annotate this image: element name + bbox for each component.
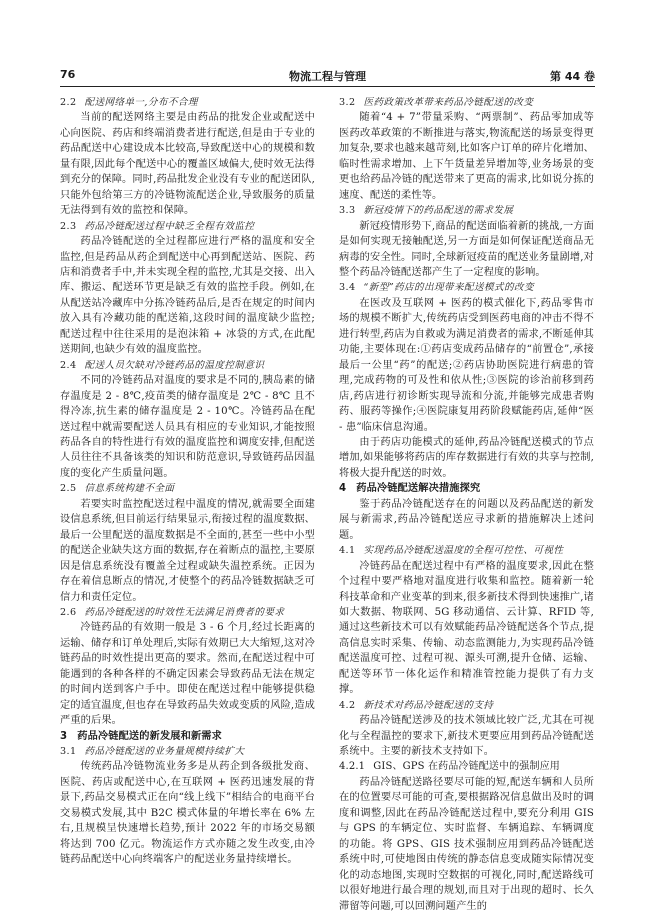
volume-label: 第 44 卷 [550, 70, 595, 83]
section-heading [60, 729, 315, 744]
heading-number: 2.6 [60, 606, 77, 618]
heading-number: 4.2.1 [339, 761, 366, 773]
paragraph: 药品冷链配送路径要尽可能的短,配送车辆和人员所在的位置要尽可能的可查,要根据路况信息做出及时的调度和调整,因此在药品冷链配送过程中,要充分利用 GIS 与 GPS 的车辆定位、实时监督、车辆追踪、车辆调度的功能。将 GPS、GIS 技术强制应用到药品冷链配送系统中时,可使地图由传统的静态信息变成随实际情况变化的动态地图,实现时空数据的可视化,同时,配送路线可以很好地进行最合理的规划,而且对于出现的超时、长久滞留等问题,可以回溯问题产生的 [339, 776, 594, 912]
heading-number: 3.2 [339, 97, 356, 108]
heading-number: 2.2 [60, 97, 77, 108]
heading-number: 2.3 [60, 220, 77, 232]
heading-number: 3.4 [339, 282, 356, 294]
heading-text: 药品冷链配送解决措施探究 [356, 483, 481, 495]
subsection-heading [339, 698, 594, 713]
heading-text: 配送网络单一,分布不合理 [84, 97, 198, 108]
subsection-heading [60, 358, 315, 373]
subsection-heading [60, 605, 315, 620]
heading-number: 2.4 [60, 359, 77, 371]
paragraph: 若要实时监控配送过程中温度的情况,就需要全面建设信息系统,但目前运行结果显示,衔接过程的温度数据、最后一公里配送的温度数据是不全面的,甚至一些中小型的配送企业缺失这方面的数据,存在着断点的温控,主要原因是信息系统没有覆盖全过程或缺失温控系统。正因为存在着信息断点的情况,才使整个的药品冷链数据缺乏可信力和责任定位。 [60, 498, 315, 603]
heading-number: 4.2 [339, 699, 356, 711]
right-column [339, 95, 594, 914]
heading-text: “新型”药店的出现带来配送模式的改变 [363, 282, 534, 294]
journal-title: 物流工程与管理 [289, 70, 366, 83]
heading-text: 新冠疫情下的药品配送的需求发展 [363, 205, 514, 217]
subsection-heading [339, 543, 594, 558]
paragraph: 在医改及互联网 + 医药的模式催化下,药品零售市场的规模不断扩大,传统药店受到医药电商的冲击不得不进行转型,药店为自救或为满足消费者的需求,不断延伸其功能,主要体现在:①药店变成药品储存的“前置仓”,承接最后一公里“药”的配送;②药店协助医院进行病患的管理,完成药物的可及性和依从性;③医院的诊治前移到药店,药店进行初诊断实现导流和分流,并能够完成患者购药、服药等操作;④医院康复用药阶段赋能药店,延伸“医 - 患”临床信息沟通。 [339, 297, 594, 433]
section-heading [339, 481, 594, 496]
heading-text: 药品冷链配送过程中缺乏全程有效监控 [84, 220, 255, 232]
subsubsection-heading [339, 759, 594, 774]
paragraph: 传统药品冷链物流业务多是从药企到各级批发商、医院、药店或配送中心,在互联网 + 医药迅速发展的背景下,药品交易模式正在向“线上线下”相结合的电商平台交易模式发展,其中 B2C 模式体量的年增长率在 6% 左右,且规模呈快速增长趋势,预计 2022 年的市场交易额将达到 700 亿元。物流运作方式亦随之发生改变,由冷链药品配送中心向终端客户的配送业务量持续增长。 [60, 761, 315, 866]
heading-number: 2.5 [60, 483, 77, 495]
heading-number: 4 [339, 483, 347, 495]
page-number: 76 [60, 68, 76, 81]
paragraph: 由于药店功能模式的延伸,药品冷链配送模式的节点增加,如果能够将药店的库存数据进行有效的共享与控制,将极大提升配送的时效。 [339, 436, 594, 479]
left-column [60, 95, 315, 868]
running-header [60, 66, 595, 87]
subsection-heading [339, 203, 594, 218]
paragraph: 冷链药品的有效期一般是 3 - 6 个月,经过长距离的运输、储存和订单处理后,实际有效期已大大缩短,这对冷链药品的时效性提出更高的要求。然而,在配送过程中可能遇到的各种各样的不确定因素会导致药品无法在规定的时间内送到客户手中。即使在配送过程中能够提供稳定的适宜温度,但也存在导致药品失效或变质的风险,造成严重的后果。 [60, 622, 315, 727]
heading-text: GIS、GPS 在药品冷链配送中的强制应用 [373, 761, 560, 773]
heading-text: 药品冷链配送的业务量规模持续扩大 [84, 746, 245, 758]
paragraph: 冷链药品在配送过程中有严格的温度要求,因此在整个过程中要严格地对温度进行收集和监控。随着新一轮科技革命和产业变革的到来,很多新技术得到快速推广,诸如大数据、物联网、5G 移动通信、云计算、RFID 等,通过这些新技术可以有效赋能药品冷链配送各个节点,提高信息实时采集、传输、动态监测能力,为实现药品冷链配送温度可控、过程可视、源头可溯,提升仓储、运输、配送等环节一体化运作和精准管控能力提供了有力支撑。 [339, 560, 594, 696]
heading-number: 4.1 [339, 545, 356, 557]
paragraph: 新冠疫情形势下,商品的配送面临着新的挑战,一方面是如何实现无接触配送,另一方面是如何保证配送商品无病毒的安全性。同时,全球新冠疫苗的配送业务量剧增,对整个药品冷链配送都产生了一定程度的影响。 [339, 220, 594, 278]
heading-text: 医药政策改革带来药品冷链配送的改变 [363, 97, 534, 108]
heading-text: 信息系统构建不全面 [84, 483, 175, 495]
heading-text: 新技术对药品冷链配送的支持 [363, 699, 494, 711]
paragraph: 鉴于药品冷链配送存在的问题以及药品配送的新发展与新需求,药品冷链配送应寻求新的措施解决上述问题。 [339, 498, 594, 541]
heading-text: 药品冷链配送的新发展和新需求 [77, 730, 222, 742]
heading-number: 3.1 [60, 746, 77, 758]
heading-text: 配送人员欠缺对冷链药品的温度控制意识 [84, 359, 265, 371]
subsection-heading [60, 481, 315, 496]
subsection-heading [60, 95, 315, 110]
paragraph: 当前的配送网络主要是由药品的批发企业或配送中心向医院、药店和终端消费者进行配送,但是由于专业的药品配送中心建设成本比较高,导致配送中心的规模和数量有限,因此每个配送中心的覆盖区域偏大,使时效无法得到充分的保障。同时,药品批发企业没有专业的配送团队,只能外包给第三方的冷链物流配送企业,导致服务的质量无法得到有效的监控和保障。 [60, 112, 315, 217]
heading-number: 3.3 [339, 205, 356, 217]
subsection-heading [60, 219, 315, 234]
subsection-heading [339, 280, 594, 295]
subsection-heading [339, 95, 594, 110]
paragraph: 随着“4 + 7”带量采购、“两票制”、药品零加成等医药改革政策的不断推进与落实,物流配送的场景变得更加复杂,要求也越来越苛刻,比如客户订单的碎片化增加、临时性需求增加、上下午货量差异增加等,业务场景的变更也给药品冷链的配送带来了更高的需求,比如说分拣的速度、配送的柔性等。 [339, 112, 594, 201]
paragraph: 不同的冷链药品对温度的要求是不同的,胰岛素的储存温度是 2 - 8℃,疫苗类的储存温度是 2℃ - 8℃ 且不得冷冻,抗生素的储存温度是 2 - 10℃。冷链药品在配送过程中就需要配送人员具有相应的专业知识,才能按照药品各自的特性进行有效的温度监控和调度安排,但配送人员往往不具备该类的知识和防范意识,导致链药品因温度的变化产生质量问题。 [60, 375, 315, 479]
heading-number: 3 [60, 730, 68, 742]
heading-text: 药品冷链配送的时效性无法满足消费者的要求 [84, 606, 285, 618]
heading-text: 实现药品冷链配送温度的全程可控性、可视性 [363, 545, 564, 557]
paragraph: 药品冷链配送涉及的技术领域比较广泛,尤其在可视化与全程温控的要求下,新技术更要应用到药品冷链配送系统中。主要的新技术支持如下。 [339, 715, 594, 758]
subsection-heading [60, 744, 315, 759]
paragraph: 药品冷链配送的全过程都应进行严格的温度和安全监控,但是药品从药企到配送中心再到配送站、医院、药店和消费者手中,并未实现全程的监控,尤其是交接、出入库、搬运、配送环节更是缺乏有效的监控手段。例如,在从配送站冷藏库中分拣冷链药品后,是否在规定的时间内放入具有冷藏功能的配送箱,这段时间的温度缺少监控;配送过程中往往采用的是泡沫箱 + 冰袋的方式,在此配送期间,也缺少有效的温度监控。 [60, 236, 315, 356]
